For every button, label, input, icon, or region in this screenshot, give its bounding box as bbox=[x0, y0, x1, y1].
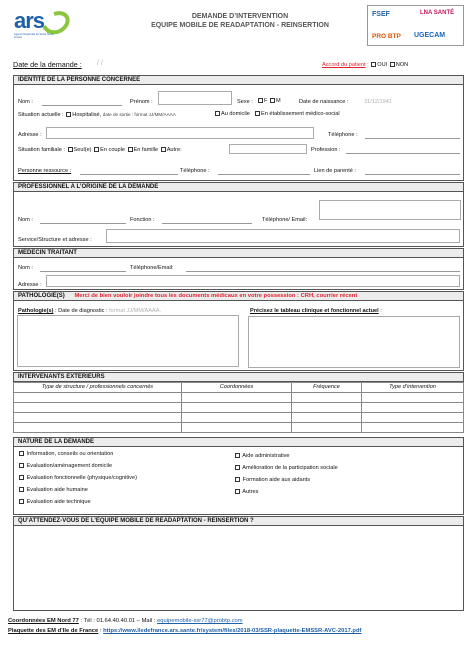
nature-right-list bbox=[234, 453, 338, 501]
pro-fonction-field[interactable] bbox=[162, 223, 252, 224]
list-item bbox=[234, 489, 338, 501]
nature-option-label: Evaluation aide humaine bbox=[26, 487, 88, 493]
nature-option-checkbox[interactable] bbox=[235, 453, 240, 458]
personne-ressource-field[interactable] bbox=[80, 174, 178, 175]
nature-option-checkbox[interactable] bbox=[19, 463, 24, 468]
table-row[interactable] bbox=[14, 413, 464, 423]
list-item bbox=[18, 499, 137, 511]
seul-label: Seul(e) bbox=[73, 147, 92, 153]
fsef-logo: FSEF bbox=[372, 11, 390, 18]
ugecam-logo: UGECAM bbox=[414, 32, 446, 39]
sexe-f-label: F bbox=[264, 98, 268, 104]
intervenants-table bbox=[13, 382, 464, 433]
probtp-logo: PRO BTP bbox=[372, 33, 401, 40]
section-nature-header: NATURE DE LA DEMANDE bbox=[13, 437, 464, 447]
list-item bbox=[234, 453, 338, 465]
autre-field[interactable] bbox=[229, 144, 307, 154]
pro-tel-email-field[interactable] bbox=[319, 200, 461, 220]
personne-ressource-label: Personne ressource : bbox=[18, 168, 72, 174]
footer-plaquette-colon: : bbox=[98, 628, 102, 634]
ars-logo bbox=[14, 6, 74, 42]
date-sortie-field[interactable]: date de sortie : format JJ/MM/AAAA bbox=[102, 112, 176, 117]
pathologie-notice: Merci de bien vouloir joindre tous les documents médicaux en votre possession : CRH, courrier récent bbox=[74, 293, 358, 299]
sexe-f-checkbox[interactable] bbox=[258, 98, 263, 103]
identite-prenom-field[interactable] bbox=[158, 91, 232, 105]
medecin-adresse-field[interactable] bbox=[46, 275, 460, 287]
etablissement-checkbox[interactable] bbox=[255, 111, 260, 116]
footer-coordonnees bbox=[8, 618, 243, 625]
ars-logo-subtitle: Agence Régionale de Santé Île-de-France bbox=[14, 33, 55, 40]
identite-nom-field[interactable] bbox=[42, 105, 122, 106]
identite-naissance-field[interactable]: 31/12/1941 bbox=[364, 99, 392, 105]
pro-fonction-label: Fonction : bbox=[130, 217, 155, 223]
telephone2-field[interactable] bbox=[218, 174, 310, 175]
situation-actuelle-row bbox=[18, 111, 176, 119]
domicile-label: Au domicile bbox=[221, 111, 250, 117]
accord-patient bbox=[322, 62, 408, 69]
form-title-line1: DEMANDE D’INTERVENTION bbox=[191, 13, 289, 20]
pro-nom-field[interactable] bbox=[40, 223, 126, 224]
form-title-line2: EQUIPE MOBILE DE READAPTATION - REINSERTION bbox=[151, 22, 329, 29]
medecin-tel-email-field[interactable] bbox=[186, 271, 460, 272]
autre-label: Autre: bbox=[166, 147, 182, 153]
couple-checkbox[interactable] bbox=[94, 147, 99, 152]
nature-option-label: Evaluation fonctionnelle (physique/cognitive) bbox=[26, 475, 137, 481]
section-medecin-header: MEDECIN TRAITANT bbox=[13, 248, 464, 258]
list-item bbox=[18, 475, 137, 487]
accord-oui-checkbox[interactable] bbox=[371, 62, 376, 67]
table-row[interactable] bbox=[14, 403, 464, 413]
precisez-row bbox=[250, 308, 382, 315]
accord-non-checkbox[interactable] bbox=[390, 62, 395, 67]
profession-field[interactable] bbox=[346, 153, 460, 154]
etablissement-option bbox=[254, 111, 340, 118]
accord-non-label: NON bbox=[395, 62, 409, 68]
col-coordonnees: Coordonnées bbox=[182, 383, 292, 393]
profession-label: Profession : bbox=[311, 147, 341, 153]
couple-label: En couple bbox=[100, 147, 126, 153]
famille-label: En famille bbox=[133, 147, 159, 153]
etablissement-label: En établissement médico-social bbox=[261, 111, 340, 117]
autre-checkbox[interactable] bbox=[161, 147, 166, 152]
date-demande-field[interactable]: / / bbox=[97, 60, 103, 67]
domicile-option bbox=[214, 111, 250, 118]
pro-service-label: Service/Structure et adresse : bbox=[18, 237, 92, 243]
list-item bbox=[18, 487, 137, 499]
identite-naissance-label: Date de naissance : bbox=[299, 99, 349, 105]
date-demande-label: Date de la demande : bbox=[13, 60, 82, 69]
pathologie-title: PATHOLOGIE(S) bbox=[18, 293, 65, 299]
nature-option-checkbox[interactable] bbox=[19, 487, 24, 492]
accord-patient-colon: : bbox=[365, 62, 369, 68]
footer-plaquette bbox=[8, 628, 361, 635]
list-item bbox=[234, 477, 338, 489]
precisez-text-area[interactable] bbox=[248, 316, 460, 368]
identite-sexe-label: Sexe : bbox=[237, 99, 253, 105]
identite-nom-label: Nom : bbox=[18, 99, 33, 105]
situation-actuelle-label: Situation actuelle : bbox=[18, 112, 64, 118]
seul-checkbox[interactable] bbox=[68, 147, 73, 152]
section-identite-header: IDENTITE DE LA PERSONNE CONCERNEE bbox=[13, 75, 464, 85]
nature-option-label: Information, conseils ou orientation bbox=[26, 451, 114, 457]
sexe-m-label: M bbox=[275, 98, 281, 104]
pro-nom-label: Nom : bbox=[18, 217, 33, 223]
hospitalise-checkbox[interactable] bbox=[66, 112, 71, 117]
nature-option-label: Evaluation/aménagement domicile bbox=[26, 463, 113, 469]
lna-logo: LNA SANTÉ bbox=[420, 10, 455, 16]
section-attente-header: QU’ATTENDEZ-VOUS DE L’EQUIPE MOBILE DE READAPTATION - REINSERTION ? bbox=[13, 516, 464, 526]
intervenants-header-row bbox=[14, 383, 464, 393]
section-pathologie-header bbox=[13, 291, 464, 301]
section-attente[interactable] bbox=[13, 526, 464, 611]
nature-option-label: Autres bbox=[242, 489, 259, 495]
partner-logos bbox=[367, 5, 464, 46]
footer-plaquette-label: Plaquette des EM d’Ile de France bbox=[8, 628, 99, 634]
adresse-field[interactable] bbox=[46, 127, 314, 139]
pathologie-text-area[interactable] bbox=[17, 315, 239, 367]
ars-logo-text: ars bbox=[14, 8, 45, 33]
precisez-label: Précisez le tableau clinique et fonctionnel actuel bbox=[250, 308, 379, 314]
lien-parente-label: Lien de parenté : bbox=[314, 168, 356, 174]
nature-option-label: Aide administrative bbox=[242, 453, 290, 459]
situation-familiale-label: Situation familiale : bbox=[18, 147, 65, 153]
accord-patient-label: Accord du patient bbox=[322, 62, 366, 68]
col-type-structure: Type de structure / professionnels concernés bbox=[14, 383, 182, 393]
famille-checkbox[interactable] bbox=[128, 147, 133, 152]
pathologie-label: Pathologie(s) bbox=[18, 308, 54, 314]
sexe-options bbox=[257, 98, 281, 105]
footer-plaquette-link[interactable]: https://www.iledefrance.ars.sante.fr/system/files/2018-03/SSR-plaquette-EMSSR-AVC-2017.pdf bbox=[103, 628, 362, 634]
medecin-nom-field[interactable] bbox=[40, 271, 126, 272]
pro-service-field[interactable] bbox=[106, 229, 460, 243]
pathologie-diag-field[interactable]: format JJ/MM/AAAA. bbox=[109, 308, 162, 314]
footer-coord-text: : Tél : 01.64.40.40.01 – Mail : bbox=[78, 618, 156, 624]
section-intervenants-header: INTERVENANTS EXTERIEURS bbox=[13, 372, 464, 382]
table-row[interactable] bbox=[14, 423, 464, 433]
medecin-nom-label: Nom : bbox=[18, 265, 33, 271]
accord-oui-label: OUI bbox=[377, 62, 388, 68]
sexe-m-checkbox[interactable] bbox=[270, 98, 275, 103]
precisez-colon: : bbox=[378, 308, 382, 314]
nature-option-checkbox[interactable] bbox=[235, 477, 240, 482]
nature-option-checkbox[interactable] bbox=[19, 451, 24, 456]
nature-option-checkbox[interactable] bbox=[235, 489, 240, 494]
list-item bbox=[18, 463, 137, 475]
footer-email-link[interactable]: equipemobile-ssr77@probtp.com bbox=[157, 618, 243, 624]
nature-left-list bbox=[18, 451, 137, 511]
nature-option-label: Evaluation aide technique bbox=[26, 499, 91, 505]
footer-coord-label: Coordonnées EM Nord 77 bbox=[8, 618, 79, 624]
situation-familiale-row bbox=[18, 147, 182, 154]
telephone-label: Téléphone : bbox=[328, 132, 358, 138]
table-row[interactable] bbox=[14, 393, 464, 403]
telephone-field[interactable] bbox=[365, 138, 460, 139]
section-professionnel-header: PROFESSIONNEL A L’ORIGINE DE LA DEMANDE bbox=[13, 182, 464, 192]
nature-option-label: Amélioration de la participation sociale bbox=[242, 465, 338, 471]
lien-parente-field[interactable] bbox=[365, 174, 460, 175]
pro-tel-email-label: Téléphone/ Email: bbox=[262, 217, 308, 223]
medecin-tel-email-label: Téléphone/Email: bbox=[130, 265, 174, 271]
identite-prenom-label: Prénom : bbox=[130, 99, 153, 105]
nature-option-checkbox[interactable] bbox=[19, 475, 24, 480]
col-frequence: Fréquence bbox=[292, 383, 362, 393]
pathologie-diag-row bbox=[18, 308, 161, 315]
list-item bbox=[18, 451, 137, 463]
date-row bbox=[13, 60, 464, 72]
nature-option-label: Formation aide aux aidants bbox=[242, 477, 311, 483]
domicile-checkbox[interactable] bbox=[215, 111, 220, 116]
list-item bbox=[234, 465, 338, 477]
col-type-intervention: Type d’intervention bbox=[362, 383, 464, 393]
telephone2-label: Téléphone : bbox=[180, 168, 210, 174]
adresse-label: Adresse : bbox=[18, 132, 42, 138]
form-title bbox=[150, 12, 330, 30]
medecin-adresse-label: Adresse : bbox=[18, 282, 42, 288]
hospitalise-label: Hospitalisé, bbox=[72, 112, 102, 118]
nature-option-checkbox[interactable] bbox=[235, 465, 240, 470]
nature-option-checkbox[interactable] bbox=[19, 499, 24, 504]
pathologie-diag-label: : Date de diagnostic : bbox=[53, 308, 108, 314]
